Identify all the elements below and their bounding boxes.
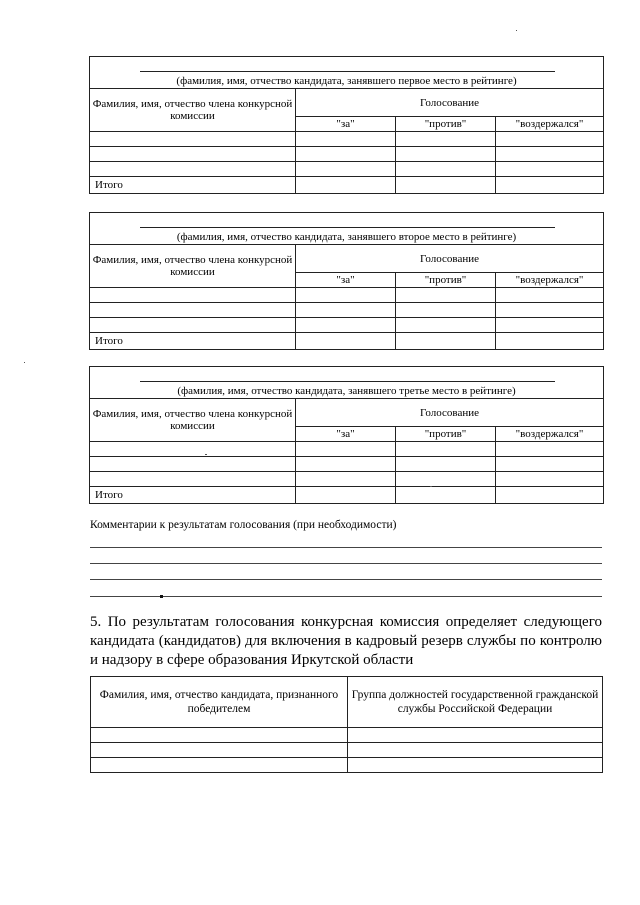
candidate-caption: (фамилия, имя, отчество кандидата, занявшего первое место в рейтинге) <box>176 75 517 87</box>
winner-name-header: Фамилия, имя, отчество кандидата, признанного победителем <box>91 677 348 728</box>
winners-table <box>90 676 603 773</box>
table-row <box>90 132 604 147</box>
table-row <box>90 162 604 177</box>
vote-against-header: "против" <box>396 117 496 132</box>
comment-line[interactable] <box>90 547 602 548</box>
table-row <box>90 318 604 333</box>
scan-speck <box>160 595 163 598</box>
table-row <box>90 303 604 318</box>
table-row <box>90 147 604 162</box>
candidate-name-field[interactable] <box>90 213 604 245</box>
rating-table-first <box>89 56 604 194</box>
candidate-name-field[interactable] <box>90 367 604 399</box>
scan-speck <box>430 486 432 487</box>
vote-for-header: "за" <box>296 117 396 132</box>
table-row <box>91 743 603 758</box>
total-row <box>90 487 604 504</box>
candidate-name-field[interactable] <box>90 57 604 89</box>
table-row <box>90 457 604 472</box>
total-row <box>90 177 604 194</box>
position-group-header: Группа должностей государственной гражданской службы Российской Федерации <box>348 677 603 728</box>
vote-against-header: "против" <box>396 427 496 442</box>
comment-line[interactable] <box>90 563 602 564</box>
table-row <box>90 288 604 303</box>
table-row <box>91 758 603 773</box>
member-header: Фамилия, имя, отчество члена конкурсной комиссии <box>90 89 296 132</box>
table-row <box>91 728 603 743</box>
total-label: Итого <box>90 487 296 504</box>
vote-abstain-header: "воздержался" <box>496 273 604 288</box>
table-row <box>90 442 604 457</box>
voting-header: Голосование <box>296 245 604 273</box>
voting-header: Голосование <box>296 399 604 427</box>
vote-for-header: "за" <box>296 273 396 288</box>
scan-speck <box>24 362 25 363</box>
vote-abstain-header: "воздержался" <box>496 427 604 442</box>
comment-line[interactable] <box>90 596 602 597</box>
candidate-caption: (фамилия, имя, отчество кандидата, занявшего третье место в рейтинге) <box>177 385 516 397</box>
section-5-paragraph: 5. По результатам голосования конкурсная комиссия определяет следующего кандидата (кандидатов) для включения в кадровый резерв службы по контролю и надзору в сфере образования Иркутской области <box>90 614 602 668</box>
candidate-caption: (фамилия, имя, отчество кандидата, занявшего второе место в рейтинге) <box>176 231 517 243</box>
total-label: Итого <box>90 333 296 350</box>
scan-speck <box>205 454 207 455</box>
vote-abstain-header: "воздержался" <box>496 117 604 132</box>
vote-for-header: "за" <box>296 427 396 442</box>
total-label: Итого <box>90 177 296 194</box>
total-row <box>90 333 604 350</box>
rating-table-third <box>89 366 604 504</box>
vote-against-header: "против" <box>396 273 496 288</box>
member-header: Фамилия, имя, отчество члена конкурсной комиссии <box>90 399 296 442</box>
table-row <box>90 472 604 487</box>
member-header: Фамилия, имя, отчество члена конкурсной комиссии <box>90 245 296 288</box>
rating-table-second <box>89 212 604 350</box>
voting-header: Голосование <box>296 89 604 117</box>
comment-line[interactable] <box>90 579 602 580</box>
comments-label: Комментарии к результатам голосования (при необходимости) <box>90 519 397 531</box>
scan-speck <box>516 30 517 31</box>
